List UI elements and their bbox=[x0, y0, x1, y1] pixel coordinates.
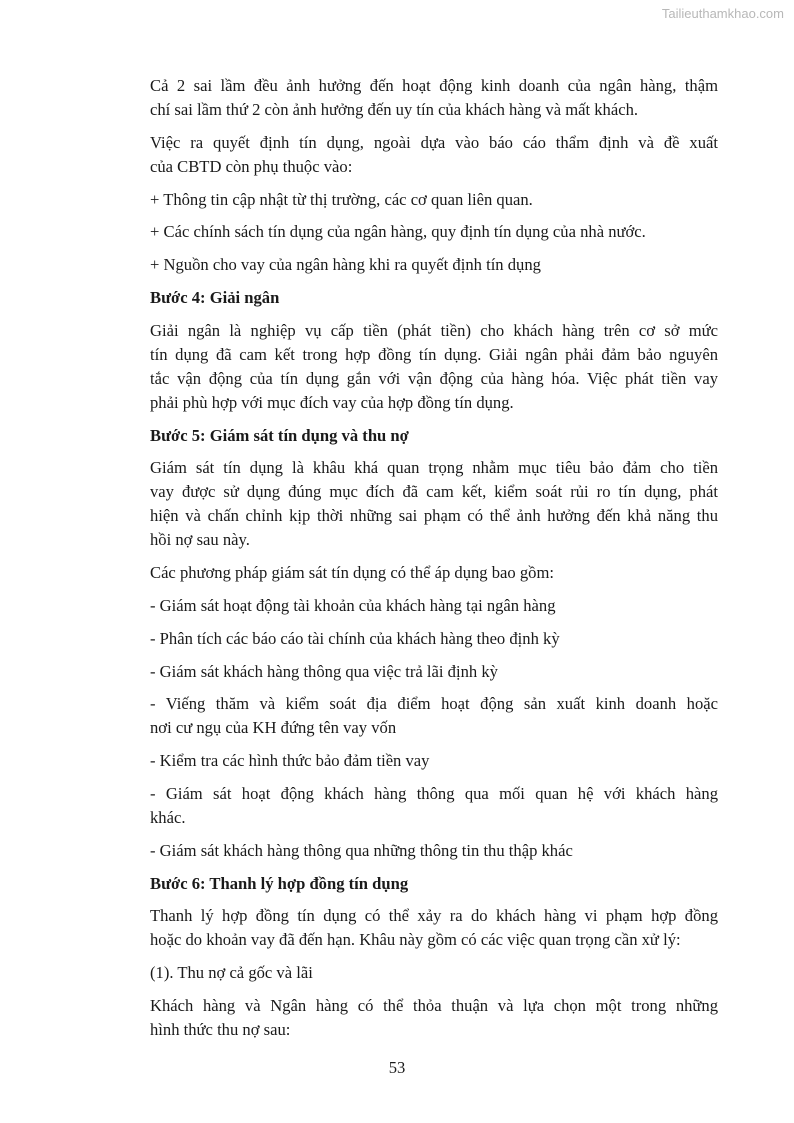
paragraph-line: vay được sử dụng đúng mục đích đã cam kết, kiểm soát rủi ro tín dụng, phát bbox=[150, 482, 718, 502]
paragraph bbox=[115, 782, 718, 830]
paragraph-line: Khách hàng và Ngân hàng có thể thỏa thuận và lựa chọn một trong những bbox=[150, 995, 718, 1015]
paragraph bbox=[115, 692, 718, 740]
paragraph bbox=[115, 131, 718, 179]
section-heading: Bước 4: Giải ngân bbox=[150, 287, 280, 307]
paragraph bbox=[115, 456, 718, 552]
paragraph bbox=[115, 74, 718, 122]
paragraph-line: hoặc do khoản vay đã đến hạn. Khâu này gồm có các việc quan trọng cần xử lý: bbox=[150, 930, 681, 950]
paragraph-line: Cả 2 sai lầm đều ảnh hưởng đến hoạt động kinh doanh của ngân hàng, thậm bbox=[150, 76, 718, 95]
list-item: - Giám sát khách hàng thông qua những thông tin thu thập khác bbox=[150, 840, 573, 860]
list-item: - Kiểm tra các hình thức bảo đảm tiền vay bbox=[150, 751, 430, 771]
paragraph-line: của CBTD còn phụ thuộc vào: bbox=[150, 156, 353, 176]
list-item: + Nguồn cho vay của ngân hàng khi ra quyết định tín dụng bbox=[150, 255, 541, 275]
paragraph-line: Giải ngân là nghiệp vụ cấp tiền (phát tiền) cho khách hàng trên cơ sở mức bbox=[150, 320, 718, 340]
paragraph-line: Giám sát tín dụng là khâu khá quan trọng nhằm mục tiêu bảo đảm cho tiền bbox=[150, 458, 718, 478]
paragraph-line: - Giám sát hoạt động khách hàng thông qua mối quan hệ với khách hàng bbox=[150, 783, 718, 803]
paragraph-line: hiện và chấn chỉnh kịp thời những sai phạm có thể ảnh hưởng đến khả năng thu bbox=[150, 506, 718, 526]
paragraph-line: - Viếng thăm và kiểm soát địa điểm hoạt động sản xuất kinh doanh hoặc bbox=[150, 694, 718, 714]
paragraph-line: tắc vận động của tín dụng gắn với vận động của hàng hóa. Việc phát tiền vay bbox=[150, 368, 718, 388]
paragraph-line: chí sai lầm thứ 2 còn ảnh hưởng đến uy tín của khách hàng và mất khách. bbox=[150, 100, 639, 119]
list-item: Các phương pháp giám sát tín dụng có thể áp dụng bao gồm: bbox=[150, 563, 554, 583]
watermark: Tailieuthamkhao.com bbox=[661, 6, 784, 21]
list-item: - Phân tích các báo cáo tài chính của khách hàng theo định kỳ bbox=[150, 628, 560, 648]
paragraph-line: phải phù hợp với mục đích vay của hợp đồng tín dụng. bbox=[150, 392, 514, 412]
page-body bbox=[115, 74, 718, 1051]
page-number: 53 bbox=[388, 1058, 406, 1077]
list-item: + Các chính sách tín dụng của ngân hàng, quy định tín dụng của nhà nước. bbox=[150, 222, 646, 242]
paragraph-line: hình thức thu nợ sau: bbox=[150, 1019, 291, 1039]
paragraph-line: khác. bbox=[150, 807, 186, 827]
paragraph-line: Việc ra quyết định tín dụng, ngoài dựa vào báo cáo thẩm định và đề xuất bbox=[150, 132, 718, 152]
paragraph bbox=[115, 994, 718, 1042]
paragraph-line: hồi nợ sau này. bbox=[150, 530, 250, 550]
paragraph bbox=[115, 904, 718, 952]
list-item: (1). Thu nợ cả gốc và lãi bbox=[150, 963, 313, 983]
paragraph-line: tín dụng đã cam kết trong hợp đồng tín dụng. Giải ngân phải đảm bảo nguyên bbox=[150, 344, 718, 364]
paragraph-line: Thanh lý hợp đồng tín dụng có thể xảy ra do khách hàng vi phạm hợp đồng bbox=[150, 906, 718, 926]
section-heading: Bước 6: Thanh lý hợp đồng tín dụng bbox=[150, 873, 409, 893]
paragraph bbox=[115, 319, 718, 415]
paragraph-line: nơi cư ngụ của KH đứng tên vay vốn bbox=[150, 718, 397, 738]
list-item: - Giám sát hoạt động tài khoản của khách hàng tại ngân hàng bbox=[150, 595, 556, 615]
list-item: + Thông tin cập nhật từ thị trường, các cơ quan liên quan. bbox=[150, 189, 533, 209]
list-item: - Giám sát khách hàng thông qua việc trả lãi định kỳ bbox=[150, 661, 498, 681]
section-heading: Bước 5: Giám sát tín dụng và thu nợ bbox=[150, 425, 409, 445]
